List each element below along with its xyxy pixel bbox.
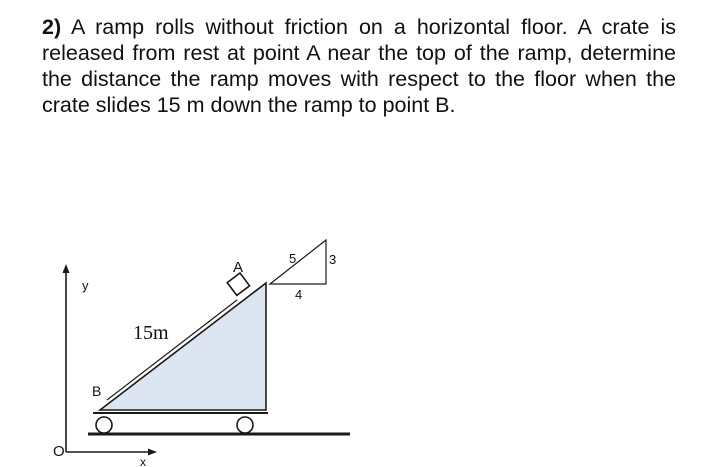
slope-run-label: 4 <box>295 287 303 302</box>
crate <box>227 273 249 295</box>
problem-number: 2) <box>42 15 62 39</box>
y-axis-label: y <box>82 278 89 293</box>
x-axis-label: x <box>140 455 146 467</box>
slope-hyp-label: 5 <box>289 251 297 266</box>
slope-rise-label: 3 <box>329 252 337 267</box>
x-axis-arrowhead <box>148 449 157 456</box>
point-b-label: B <box>92 383 102 399</box>
slope-triangle <box>270 240 326 284</box>
left-wheel <box>96 417 112 433</box>
point-a-label: A <box>233 259 244 276</box>
y-axis-arrowhead <box>63 264 70 273</box>
origin-label: O <box>53 443 65 460</box>
right-wheel <box>237 417 253 433</box>
problem-text: A ramp rolls without friction on a horizontal floor. A crate is released from rest at point A near the top of the ramp, determine the distance the ramp moves with respect to the floor when the crate slides 15 m down the ramp to point B. <box>42 15 676 117</box>
ramp <box>100 283 266 410</box>
distance-label: 15m <box>133 322 169 344</box>
